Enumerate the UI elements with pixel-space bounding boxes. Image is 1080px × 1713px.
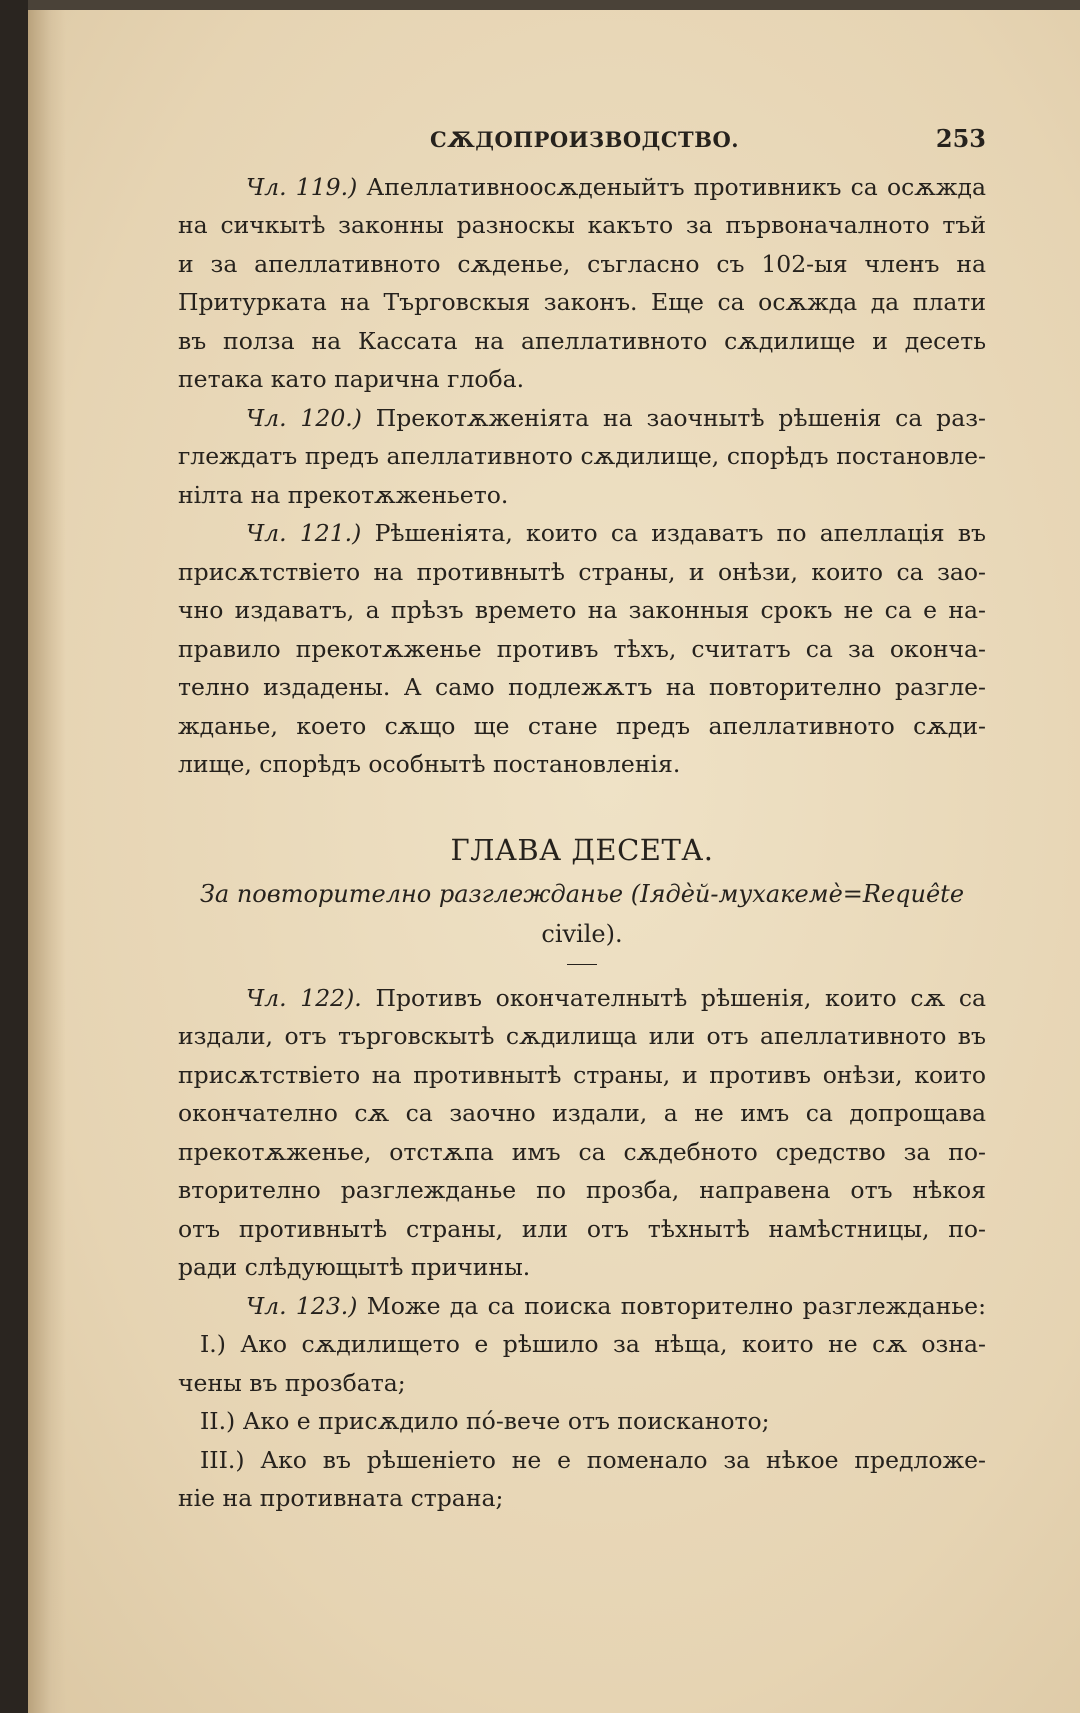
- text-line: отъ противнытѣ страны, или отъ тѣхнытѣ намѣстницы, по-: [178, 1214, 986, 1243]
- running-header: [178, 120, 986, 160]
- text-line: издали, отъ търговскытѣ сѫдилища или отъ апеллативното въ: [178, 1022, 986, 1050]
- text-line: присѫтствіето на противнытѣ страны, и онѣзи, които са зао-: [178, 557, 986, 586]
- text-line: ніе на противната страна;: [178, 1484, 504, 1512]
- text-line: окончателно сѫ са заочно издали, а не имъ са допрощава: [178, 1099, 986, 1127]
- text-line: Чл. 123.) Може да са поиска повторително разглежданье:: [246, 1291, 987, 1320]
- list-item: I.) Ако сѫдилището е рѣшило за нѣща, които не сѫ озна-: [200, 1330, 986, 1358]
- text-line: глеждатъ предъ апеллативното сѫдилище, спорѣдъ постановле-: [178, 442, 986, 470]
- text-line: телно издадены. А само подлежѫтъ на повторително разгле-: [178, 673, 986, 701]
- article-119: [178, 168, 986, 399]
- page-number: 253: [935, 124, 986, 153]
- book-page: [28, 0, 1080, 1713]
- subtitle-line: За повторително разглежданье (Іядѐй-мухакемѐ=Requête: [199, 879, 965, 908]
- chapter-subtitle: [178, 874, 986, 954]
- text-line: жданье, което сѫщо ще стане предъ апеллативното сѫди-: [178, 711, 986, 740]
- item-number: III.): [200, 1445, 245, 1474]
- item-number: II.): [200, 1407, 236, 1435]
- article-label: Чл. 119.): [246, 172, 358, 201]
- article-121: [178, 514, 986, 784]
- article-label: Чл. 120.): [246, 403, 362, 432]
- text-line: правило прекотѫженье противъ тѣхъ, считатъ са за оконча-: [178, 634, 986, 663]
- header-title: СѪДОПРОИЗВОДСТВО.: [430, 127, 740, 152]
- list-item: III.) Ако въ рѣшеніето не е поменало за нѣкое предложе-: [200, 1445, 986, 1474]
- text-line: лище, спорѣдъ особнытѣ постановленія.: [178, 750, 681, 778]
- article-122: [178, 979, 986, 1287]
- text-line: Чл. 122). Противъ окончателнытѣ рѣшенія, които сѫ са: [246, 983, 986, 1012]
- text-line: ради слѣдующытѣ причины.: [178, 1253, 531, 1281]
- text-line: петака като парична глоба.: [178, 365, 525, 393]
- chapter-title: ГЛАВА ДЕСЕТА.: [450, 832, 714, 867]
- text-line: Притурката на Търговскыя законъ. Еще са осѫжда да плати: [178, 288, 986, 316]
- text-line: въ полза на Кассата на апеллативното сѫдилище и десеть: [178, 326, 986, 355]
- article-120: [178, 399, 986, 515]
- text-line: чно издаватъ, а прѣзъ времето на законныя срокъ не са е на-: [178, 596, 986, 624]
- text-line: вторително разглежданье по прозба, направена отъ нѣкоя: [178, 1176, 986, 1204]
- text-line: прекотѫженье, отстѫпа имъ са сѫдебното средство за по-: [178, 1137, 986, 1166]
- article-123: [178, 1287, 986, 1518]
- text-line: Чл. 119.) Апеллативноосѫденыйтъ противникъ са осѫжда: [246, 172, 986, 201]
- item-number: I.): [200, 1330, 226, 1358]
- text-line: на сичкытѣ законны разноскы какъто за първоначалното тъй: [178, 211, 986, 239]
- text-line: присѫтствіето на противнытѣ страны, и противъ онѣзи, които: [178, 1060, 986, 1089]
- article-label: Чл. 122).: [246, 983, 362, 1012]
- text-line: Чл. 120.) Прекотѫженіята на заочнытѣ рѣшенія са раз-: [246, 403, 986, 432]
- article-label: Чл. 123.): [246, 1291, 358, 1320]
- article-label: Чл. 121.): [246, 519, 362, 547]
- page-text: [178, 120, 986, 1518]
- text-line: чены въ прозбата;: [178, 1368, 406, 1397]
- text-line: нілта на прекотѫженьето.: [178, 480, 509, 509]
- text-line: Чл. 121.) Рѣшеніята, които са издаватъ по апеллація въ: [246, 519, 986, 547]
- divider: [567, 964, 597, 965]
- subtitle-line: civile).: [541, 919, 623, 948]
- text-line: и за апеллативното сѫденье, съгласно съ 102-ыя членъ на: [178, 249, 986, 278]
- list-item: II.) Ако е присѫдило по́-вече отъ поисканото;: [200, 1407, 770, 1435]
